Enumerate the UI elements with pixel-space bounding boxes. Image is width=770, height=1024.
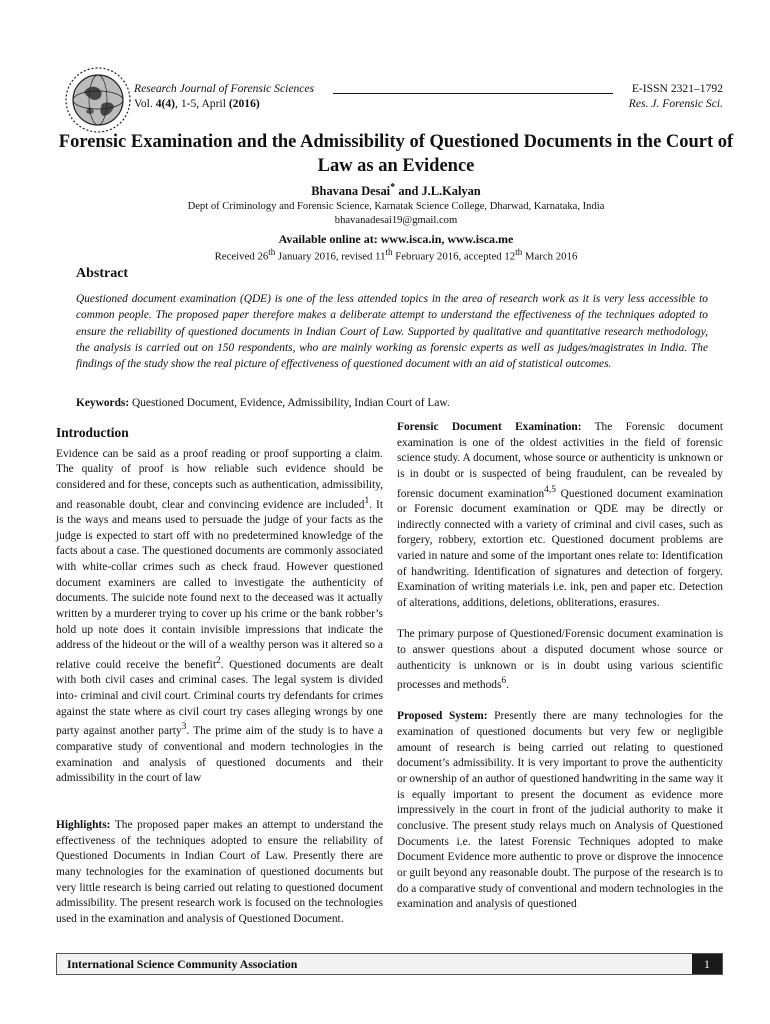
volume-year: (2016): [228, 97, 260, 110]
received-text-2: January 2016, revised 11: [275, 250, 386, 263]
intro-text-a: Evidence can be said as a proof reading or proof supporting a claim. The quality of proof is how reliable such evidence should be considered and for these, concepts such as authentication, admissibility, and reasonable doubt, clear and convincing evidence are included: [56, 447, 383, 511]
journal-name: Research Journal of Forensic Sciences: [134, 82, 315, 95]
author-first: Bhavana Desai: [311, 184, 391, 199]
affiliation-block: [40, 200, 752, 228]
authors: [40, 182, 752, 199]
volume-prefix: Vol.: [134, 97, 156, 110]
fde-paragraph: [397, 420, 723, 612]
citation-4-5: 4,5: [544, 484, 557, 495]
page-number: 1: [692, 954, 722, 974]
introduction-heading: Introduction: [56, 425, 129, 440]
citation-1: 1: [364, 495, 370, 506]
journal-header: [134, 81, 314, 111]
author-mark: *: [390, 182, 396, 193]
introduction-paragraph: [56, 447, 383, 787]
fde-label: Forensic Document Examination:: [397, 421, 582, 433]
proposed-system-text: Presently there are many technologies for the examination of questioned documents but very few or negligible amount of research is being carried out relating to questioned document’s admissibility. It is very important to prove the authenticity or ownership of an author of questioned handwriting in the same way it is equally important to present the document as evidence more impressively in the court in front of the judicial authority to make it conclusive. The present study relays much on Analysis of Questioned Documents i.e. the latest Forensic Techniques adopted to make Document Evidence more authentic to prove or disprove the innocence or guilt beyond any reasonable doubt. The purpose of the research is to do a comparative study of conventional and modern technologies in the examination and analysis of questioned: [397, 710, 723, 911]
received-dates: [40, 247, 752, 263]
purpose-text-a: The primary purpose of Questioned/Forensic document examination is to answer questions about a disputed document whose source or authenticity is unknown or is in doubt using various scientific processes and methods: [397, 628, 723, 692]
highlights-label: Highlights:: [56, 819, 111, 832]
affiliation: Dept of Criminology and Forensic Science, Karnatak Science College, Dharwad, Karnataka, India: [187, 201, 605, 212]
footer-org: International Science Community Association: [67, 957, 298, 971]
intro-text-c: . Questioned documents are dealt with both civil cases and criminal cases. The legal system is divided into- criminal and civil court. Criminal courts try defendants for crimes against the state where as civil court try cases alleging wrongs by one party against another party: [56, 658, 383, 738]
globe-icon: [64, 66, 132, 134]
fde-text-b: Questioned document examination or Forensic document examination or QDE may be directly or indirectly connected with a variety of criminal and civil cases, such as forgery, robbery, extortion etc. Questioned document problems are varied in nature and some of the important ones relate to: Identification of handwriting. Identification of signatures and detection of forgery. Examination of writing materials i.e. ink, pen and paper etc. Detection of alterations, additions, deletions, obliterations, erasures.: [397, 487, 723, 610]
paragraph-gap: [397, 612, 723, 628]
keywords: [76, 397, 450, 409]
abstract-text: Questioned document examination (QDE) is one of the less attended topics in the area of research work as it is very less accessible to common people. The proposed paper therefore makes a deliberate attempt to understand the effectiveness of the techniques adopted to ensure the reliability of questioned documents in Indian Court of Law. Supported by qualitative and quantitative research methodology, the analysis is carried out on 150 respondents, who are mainly working as forensic experts as well as judges/magistrates in India. The findings of the study show the real picture of effectiveness of questioned document with an aid of statistical outcomes.: [76, 293, 708, 371]
fde-text-a: The Forensic document examination is one of the oldest activities in the field of forensic science study. A document, whose source or authenticity is unknown or is in doubt or is suspected of being fraudulent, can be revealed by forensic document examination: [397, 421, 723, 500]
keywords-label: Keywords:: [76, 397, 130, 409]
abstract-heading: Abstract: [76, 266, 129, 281]
proposed-system-paragraph: [397, 709, 723, 913]
paragraph-gap: [56, 802, 383, 818]
journal-abbrev: Res. J. Forensic Sci.: [628, 97, 723, 110]
purpose-text-b: .: [506, 679, 509, 692]
citation-3: 3: [181, 722, 187, 733]
paper-title: Forensic Examination and the Admissibility of Questioned Documents in the Court of Law as an Evidence: [58, 132, 734, 176]
citation-6: 6: [501, 676, 507, 687]
footer-bar: [56, 953, 723, 975]
journal-header-right: [629, 81, 723, 111]
available-online: Available online at: www.isca.in, www.isca.me: [278, 232, 514, 246]
volume-number: 4(4): [155, 97, 176, 110]
paragraph-gap: [397, 694, 723, 710]
left-column: [56, 420, 383, 928]
intro-text-b: . It is the ways and means used to persuade the judge of your facts as the judge is expected to start off with no predetermined knowledge of the facts about a case. The questioned documents are commonly associated with white-collar crimes such as check fraud. However questioned document examiners are called to investigate the authenticity of documents. The suicide note found next to the deceased was it actually written by a murderer trying to cover up his crime or the bank robber’s hold up note does it contain invisible impressions that indicate the address of the hideout or the will of a wealthy person was it altered so a relative could receive the benefit: [56, 498, 383, 671]
purpose-paragraph: [397, 627, 723, 693]
received-text-1: Received 26: [214, 250, 269, 263]
received-sup-3: th: [515, 247, 523, 257]
highlights-text: The proposed paper makes an attempt to understand the effectiveness of the techniques adopted to ensure the reliability of Questioned Documents in Indian Court of Law. Presently there are many technologies for the examination of questioned documents but very little research is being carried out relating to questioned document admissibility. The present research work is focused on the technologies used in the examination and analysis of Questioned Document.: [56, 819, 383, 926]
email: bhavanadesai19@gmail.com: [334, 215, 458, 226]
paragraph-gap: [56, 787, 383, 803]
proposed-system-label: Proposed System:: [397, 710, 488, 723]
highlights-paragraph: [56, 818, 383, 928]
citation-2: 2: [216, 655, 221, 666]
header-rule: [333, 93, 613, 94]
volume-info: [134, 96, 314, 111]
received-text-4: March 2016: [522, 250, 578, 263]
keywords-text: Questioned Document, Evidence, Admissibility, Indian Court of Law.: [129, 397, 450, 409]
right-column: [397, 420, 723, 913]
received-sup-2: th: [385, 247, 393, 257]
received-sup-1: th: [268, 247, 276, 257]
intro-text-d: . The prime aim of the study is to have a comparative study of conventional and modern technologies in the examination and analysis of questioned documents and their admissibility in the court of law: [56, 725, 383, 785]
received-text-3: February 2016, accepted 12: [392, 250, 516, 263]
volume-pages: , 1-5, April: [175, 97, 229, 110]
issn: E-ISSN 2321–1792: [631, 82, 723, 95]
author-rest: and J.L.Kalyan: [395, 184, 481, 199]
